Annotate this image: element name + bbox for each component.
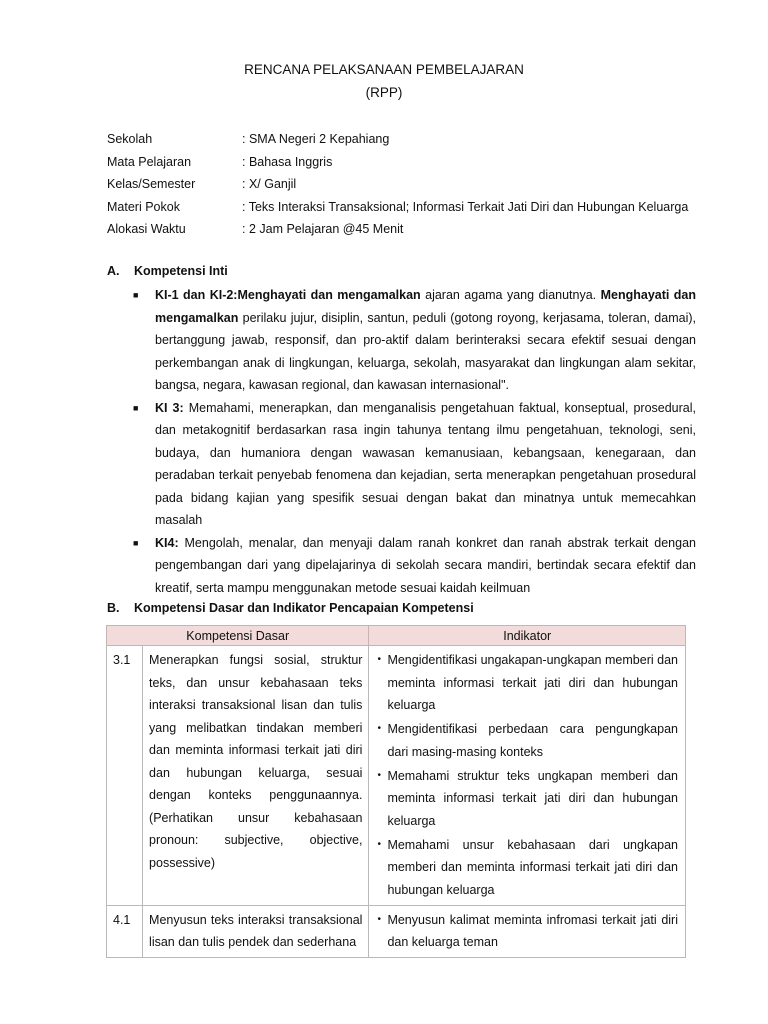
header-kompetensi-dasar: Kompetensi Dasar	[107, 626, 369, 646]
indikator-list	[369, 646, 685, 905]
ki-body: Mengolah, menalar, dan menyaji dalam ranah konkret dan ranah abstrak terkait dengan pengembangan dari yang dipelajarinya di sekolah secara mandiri, bertindak secara efektif dan kreatif, serta mampu menggunakan metode sesuai kaidah keilmuan	[155, 535, 696, 595]
indikator-cell	[369, 646, 686, 906]
bullet-icon: •	[377, 654, 381, 665]
ki-text	[155, 397, 696, 532]
list-item	[377, 834, 678, 902]
section-title: Kompetensi Inti	[134, 264, 228, 278]
section-number: A.	[107, 264, 120, 278]
kd-text: Menyusun teks interaksi transaksional lisan dan tulis pendek dan sederhana	[143, 905, 369, 958]
section-title: Kompetensi Dasar dan Indikator Pencapaian Kompetensi	[134, 601, 474, 615]
kd-indikator-table	[106, 625, 686, 958]
indikator-text: Memahami struktur teks ungkapan memberi dan meminta informasi terkait jati diri dan hubungan keluarga	[387, 768, 678, 828]
ki-body: ajaran agama yang dianutnya.	[420, 288, 601, 302]
doc-subtitle: (RPP)	[365, 85, 403, 100]
info-label: Alokasi Waktu	[107, 222, 186, 236]
info-label: Sekolah	[107, 132, 153, 146]
kd-text: Menerapkan fungsi sosial, struktur teks, dan unsur kebahasaan teks interaksi transaksional lisan dan tulis yang melibatkan tindakan memberi dan meminta informasi terkait jati diri dan hubungan keluarga, sesuai dengan konteks penggunaannya. (Perhatikan unsur kebahasaan pronoun: subjective, objective, possessive)	[143, 646, 369, 906]
square-bullet-icon: ■	[133, 402, 139, 413]
info-value: : X/ Ganjil	[242, 177, 297, 191]
list-item	[377, 909, 678, 954]
indikator-text: Menyusun kalimat meminta infromasi terkait jati diri dan keluarga teman	[387, 912, 678, 949]
list-item	[377, 765, 678, 833]
bullet-icon: •	[377, 769, 381, 781]
table-row	[107, 646, 686, 906]
indikator-cell	[369, 905, 686, 958]
list-item	[133, 397, 696, 532]
bullet-icon: •	[377, 723, 381, 734]
section-number: B.	[107, 601, 120, 615]
table-header-row	[107, 626, 686, 646]
table-row	[107, 905, 686, 958]
indikator-text: Mengidentifikasi perbedaan cara pengungkapan dari masing-masing konteks	[387, 722, 678, 759]
doc-title: RENCANA PELAKSANAAN PEMBELAJARAN	[244, 62, 524, 77]
info-value: : 2 Jam Pelajaran @45 Menit	[242, 222, 404, 236]
ki-text	[155, 532, 696, 600]
indikator-text: Memahami unsur kebahasaan dari ungkapan memberi dan meminta informasi terkait jati diri dan hubungan keluarga	[387, 837, 678, 897]
info-row-sekolah	[107, 128, 688, 151]
info-label: Materi Pokok	[107, 199, 180, 214]
list-item	[377, 718, 678, 763]
header-indikator: Indikator	[369, 626, 686, 646]
ki-body: perilaku jujur, disiplin, santun, peduli (gotong royong, kerjasama, toleran, damai), bertanggung jawab, responsif, dan pro-aktif dalam berinteraksi secara efektif sesuai dengan perkembangan anak di lingkungan, keluarga, sekolah, masyarakat dan lingkungan alam sekitar, bangsa, negara, kawasan regional, dan kawasan internasional".	[155, 310, 696, 392]
square-bullet-icon: ■	[133, 290, 139, 300]
kompetensi-inti-list	[133, 284, 696, 599]
bullet-icon: •	[377, 913, 381, 925]
info-row-kelas-semester	[107, 173, 688, 196]
section-b-heading	[107, 601, 474, 615]
info-value: : Teks Interaksi Transaksional; Informasi Terkait Jati Diri dan Hubungan Keluarga	[242, 199, 689, 214]
kd-number: 4.1	[107, 905, 143, 958]
square-bullet-icon: ■	[133, 537, 139, 548]
list-item	[133, 532, 696, 600]
ki-text	[155, 284, 696, 397]
info-row-mata-pelajaran	[107, 151, 688, 174]
ki-bold: KI-1 dan KI-2:Menghayati dan mengamalkan	[155, 288, 421, 302]
list-item	[377, 649, 678, 717]
ki-body: Memahami, menerapkan, dan menganalisis pengetahuan faktual, konseptual, prosedural, dan metakognitif berdasarkan rasa ingin tahunya tentang ilmu pengetahuan, teknologi, seni, budaya, dan humaniora dengan wawasan kemanusiaan, kebangsaan, kenegaraan, dan peradaban terkait penyebab fenomena dan kejadian, serta menerapkan pengetahuan prosedural pada bidang kajian yang spesifik sesuai dengan bakat dan minatnya untuk memecahkan masalah	[155, 400, 696, 527]
list-item	[133, 284, 696, 397]
indikator-list	[369, 906, 685, 958]
info-value: : SMA Negeri 2 Kepahiang	[242, 132, 390, 146]
ki-bold: Menghayati dan mengamalkan	[155, 288, 697, 325]
bullet-icon: •	[377, 838, 381, 850]
info-row-alokasi-waktu	[107, 218, 688, 241]
ki-bold: KI4:	[155, 535, 179, 550]
info-value: : Bahasa Inggris	[242, 154, 333, 169]
identity-block	[107, 128, 688, 241]
indikator-text: Mengidentifikasi ungakapan-ungkapan memberi dan meminta informasi terkait jati diri dan hubungan keluarga	[387, 653, 678, 712]
ki-bold: KI 3:	[155, 400, 184, 415]
section-a-heading	[107, 264, 228, 278]
info-label: Kelas/Semester	[107, 177, 196, 191]
info-row-materi-pokok	[107, 196, 688, 219]
info-label: Mata Pelajaran	[107, 154, 192, 169]
kd-number: 3.1	[107, 646, 143, 906]
